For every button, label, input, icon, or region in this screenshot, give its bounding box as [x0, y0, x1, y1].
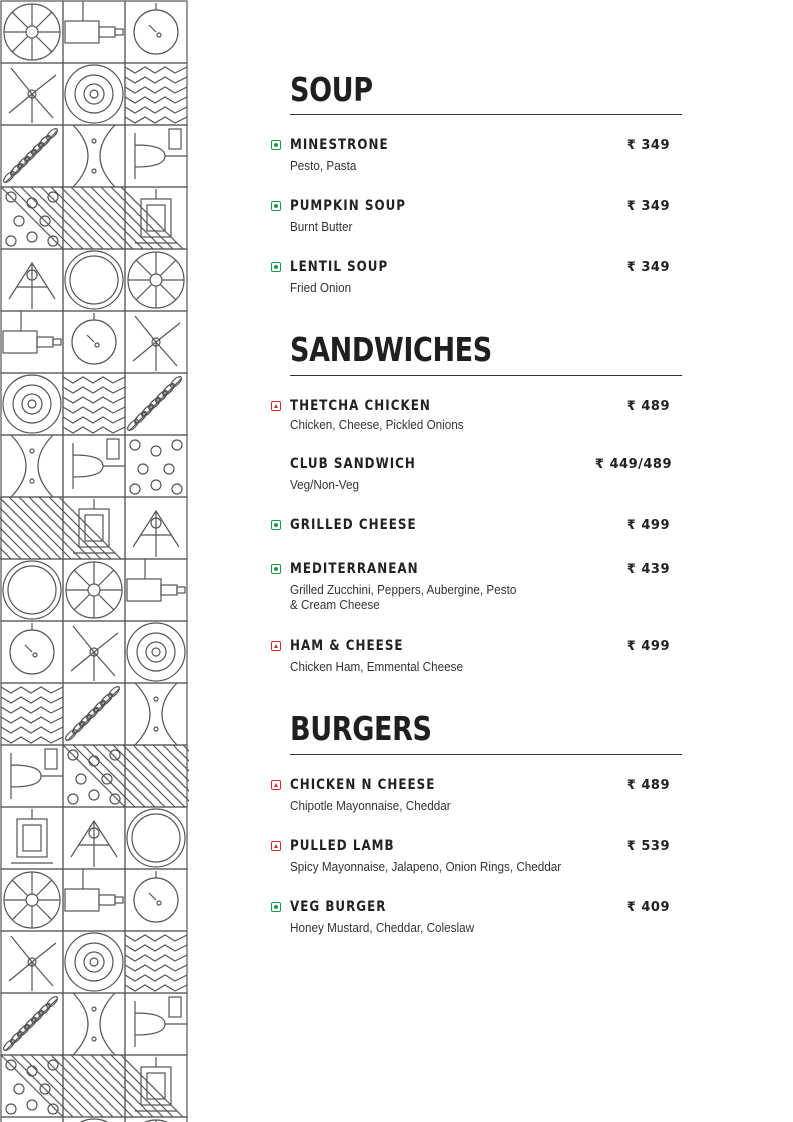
pattern-tile	[63, 559, 125, 621]
pattern-tile	[63, 435, 125, 497]
pattern-tile	[1, 559, 63, 621]
wine-bottle-icon	[127, 559, 185, 601]
wheel-icon	[4, 4, 60, 60]
pattern-tile	[125, 1117, 187, 1122]
veg-icon	[271, 520, 281, 530]
wheel-icon	[66, 562, 122, 618]
item-description: Chicken, Cheese, Pickled Onions	[290, 417, 464, 432]
pattern-tile	[63, 683, 125, 745]
item-description: Grilled Zucchini, Peppers, Aubergine, Pesto & Cream Cheese	[290, 582, 517, 612]
item-name: HAM & CHEESE	[290, 638, 404, 654]
clock-icon	[134, 3, 178, 54]
pattern-tile	[125, 993, 187, 1055]
pattern-tile	[125, 1, 187, 63]
item-name: MINESTRONE	[290, 137, 389, 153]
item-description: Spicy Mayonnaise, Jalapeno, Onion Rings, Cheddar	[290, 859, 562, 874]
fan-icon	[9, 936, 56, 991]
pattern-tile	[1, 1, 63, 63]
fish-icon	[73, 993, 115, 1055]
item-name: GRILLED CHEESE	[290, 517, 417, 533]
pattern-tile	[125, 931, 187, 993]
fish-icon	[11, 435, 53, 497]
fish-icon	[135, 683, 177, 745]
item-price: ₹ 499	[626, 518, 670, 533]
fish-icon	[73, 125, 115, 187]
pattern-tile	[1, 745, 63, 807]
item-price: ₹ 349	[626, 138, 670, 153]
pattern-tile	[63, 125, 125, 187]
wheat-icon	[2, 127, 59, 184]
polka-dot-icon	[130, 440, 182, 494]
pattern-tile	[1, 807, 63, 869]
section-title-soup: SOUP	[290, 70, 373, 109]
lantern-icon	[73, 499, 115, 553]
fan-icon	[71, 626, 118, 681]
item-price: ₹ 489	[626, 399, 670, 414]
pattern-tile	[125, 125, 187, 187]
pattern-tile	[1, 311, 63, 373]
pattern-tile	[125, 683, 187, 745]
wine-bottle-icon	[65, 1, 123, 43]
item-name: MEDITERRANEAN	[290, 561, 419, 577]
item-price: ₹ 349	[626, 199, 670, 214]
veg-icon	[271, 902, 281, 912]
plate-icon	[127, 809, 185, 867]
pattern-tile	[125, 807, 187, 869]
wheel-icon	[4, 872, 60, 928]
pattern-tile	[125, 249, 187, 311]
clock-icon	[10, 623, 54, 674]
pattern-tile	[63, 311, 125, 373]
pattern-tile	[1, 373, 63, 435]
item-name: VEG BURGER	[290, 899, 387, 915]
fan-icon	[9, 68, 56, 123]
bicycle-icon	[71, 821, 117, 867]
chevron-pattern-icon	[1, 687, 63, 743]
pattern-tile	[125, 497, 187, 559]
pattern-tile	[1, 869, 63, 931]
pattern-tile	[1, 683, 63, 745]
item-description: Honey Mustard, Cheddar, Coleslaw	[290, 920, 475, 935]
item-price: ₹ 439	[626, 562, 670, 577]
nonveg-icon	[271, 780, 281, 790]
target-icon	[65, 65, 123, 123]
bowl-icon	[135, 997, 187, 1047]
item-price: ₹ 449/489	[594, 457, 672, 472]
bowl-icon	[11, 749, 63, 799]
item-price: ₹ 499	[626, 639, 670, 654]
item-description: Chipotle Mayonnaise, Cheddar	[290, 798, 451, 813]
pattern-tile	[63, 373, 125, 435]
wheat-icon	[126, 375, 183, 432]
pattern-tile	[63, 931, 125, 993]
pattern-tile	[125, 63, 187, 125]
plate-icon	[3, 561, 61, 619]
wheat-icon	[64, 685, 121, 742]
decorative-pattern-strip	[0, 0, 189, 1122]
item-description: Burnt Butter	[290, 219, 353, 234]
lantern-icon	[135, 1057, 177, 1111]
pattern-tile	[1, 931, 63, 993]
bowl-icon	[135, 129, 187, 179]
pattern-tile	[125, 435, 187, 497]
item-name: LENTIL SOUP	[290, 259, 389, 275]
pattern-tile	[63, 869, 125, 931]
item-price: ₹ 539	[626, 839, 670, 854]
item-price: ₹ 409	[626, 900, 670, 915]
item-name: CHICKEN N CHEESE	[290, 777, 436, 793]
item-price: ₹ 489	[626, 778, 670, 793]
pattern-tile	[63, 249, 125, 311]
target-icon	[65, 933, 123, 991]
pattern-tile	[1, 125, 63, 187]
section-divider	[290, 375, 682, 376]
pattern-tile	[1, 993, 63, 1055]
chevron-pattern-icon	[63, 377, 125, 433]
pattern-tile	[63, 621, 125, 683]
pattern-tile	[63, 63, 125, 125]
veg-icon	[271, 564, 281, 574]
chevron-pattern-icon	[125, 935, 187, 991]
wheel-icon	[128, 252, 184, 308]
pattern-tile	[125, 869, 187, 931]
wine-bottle-icon	[65, 869, 123, 911]
pattern-tile	[1, 1117, 63, 1122]
pattern-tile	[1, 435, 63, 497]
wheat-icon	[2, 995, 59, 1052]
pattern-svg	[0, 0, 189, 1122]
item-name: THETCHA CHICKEN	[290, 398, 431, 414]
veg-icon	[271, 140, 281, 150]
item-description: Pesto, Pasta	[290, 158, 357, 173]
item-price: ₹ 349	[626, 260, 670, 275]
item-name: CLUB SANDWICH	[290, 456, 416, 472]
section-title-burgers: BURGERS	[290, 709, 432, 748]
lantern-icon	[135, 189, 177, 243]
plate-icon	[65, 251, 123, 309]
section-divider	[290, 754, 682, 755]
veg-icon	[271, 201, 281, 211]
pattern-tile	[1, 621, 63, 683]
wine-bottle-icon	[3, 311, 61, 353]
pattern-tile	[63, 993, 125, 1055]
pattern-tile	[63, 1117, 125, 1122]
clock-icon	[72, 313, 116, 364]
item-description: Veg/Non-Veg	[290, 477, 359, 492]
section-title-sandwiches: SANDWICHES	[290, 330, 492, 369]
pattern-tile	[125, 559, 187, 621]
pattern-tile	[125, 311, 187, 373]
pattern-tile	[1, 249, 63, 311]
item-name: PULLED LAMB	[290, 838, 395, 854]
veg-icon	[271, 262, 281, 272]
nonveg-icon	[271, 401, 281, 411]
nonveg-icon	[271, 841, 281, 851]
pattern-tile	[1, 63, 63, 125]
pattern-tile	[63, 1, 125, 63]
chevron-pattern-icon	[125, 67, 187, 123]
clock-icon	[134, 871, 178, 922]
item-description: Chicken Ham, Emmental Cheese	[290, 659, 463, 674]
diagonal-stripes-icon	[63, 745, 189, 807]
pattern-tile	[125, 373, 187, 435]
fan-icon	[133, 316, 180, 371]
target-icon	[3, 375, 61, 433]
item-name: PUMPKIN SOUP	[290, 198, 407, 214]
item-description: Fried Onion	[290, 280, 352, 295]
bicycle-icon	[133, 511, 179, 557]
pattern-tile	[125, 621, 187, 683]
lantern-icon	[11, 809, 53, 863]
pattern-tile	[63, 745, 189, 807]
section-divider	[290, 114, 682, 115]
nonveg-icon	[271, 641, 281, 651]
bicycle-icon	[9, 263, 55, 309]
bowl-icon	[73, 439, 125, 489]
target-icon	[127, 623, 185, 681]
pattern-tile	[63, 807, 125, 869]
